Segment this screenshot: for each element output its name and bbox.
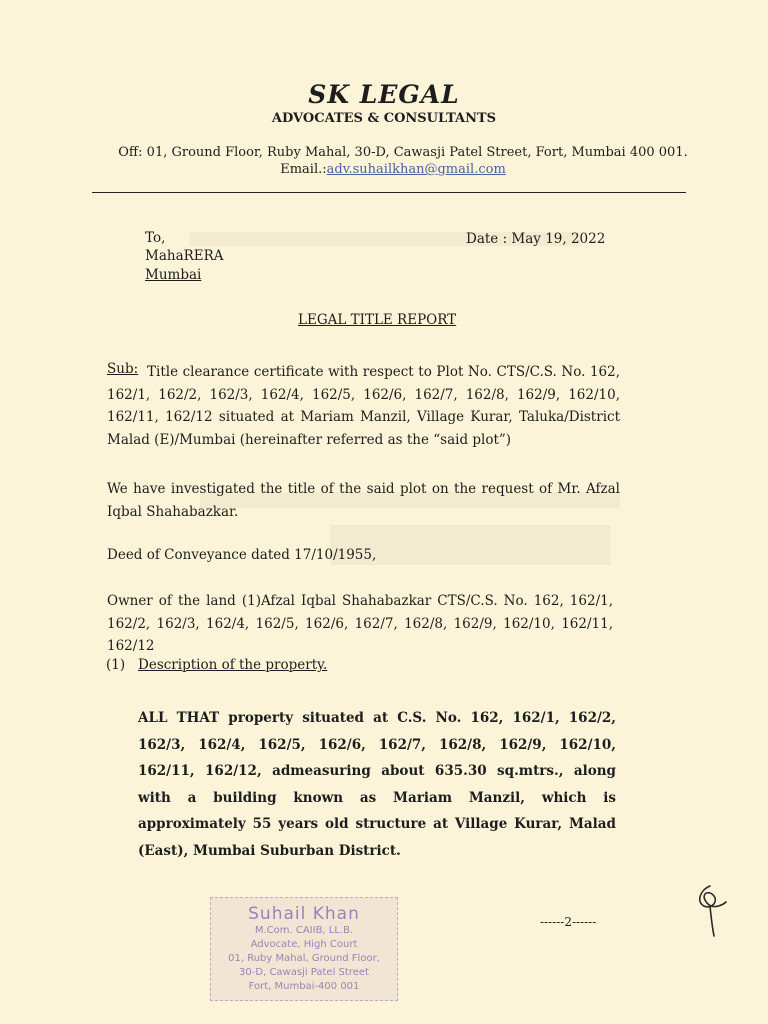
section-number: (1) <box>106 657 126 673</box>
firm-subtitle: ADVOCATES & CONSULTANTS <box>271 111 497 126</box>
stamp-line: M.Com. CAIIB, LL.B. <box>254 925 354 936</box>
firm-logo: SK LEGAL <box>308 80 460 109</box>
email-prefix: Email.: <box>280 162 327 177</box>
advocate-stamp <box>210 897 398 1001</box>
letter-date: Date : May 19, 2022 <box>466 231 606 247</box>
subject-label: Sub: <box>107 361 139 377</box>
property-description: ALL THAT property situated at C.S. No. 162, 162/1, 162/2, 162/3, 162/4, 162/5, 162/6, 162/7, 162/8, 162/9, 162/10, 162/11, 162/12, admeasuring about 635.30 sq.mtrs., along with a building known as Mariam Manzil, which is approximately 55 years old structure at Village Kurar, Malad (East), Mumbai Suburban District. <box>138 710 616 859</box>
section-heading: Description of the property. <box>138 657 328 673</box>
header-divider <box>92 192 686 193</box>
firm-email-line <box>0 162 768 177</box>
salutation-to: To, <box>145 230 166 246</box>
stamp-line: Fort, Mumbai-400 001 <box>248 981 360 992</box>
owner-paragraph: Owner of the land (1)Afzal Iqbal Shahabazkar CTS/C.S. No. 162, 162/1, 162/2, 162/3, 162/4, 162/5, 162/6, 162/7, 162/8, 162/9, 162/10, 162/11, 162/12 <box>107 593 613 654</box>
stamp-line: Advocate, High Court <box>250 939 358 950</box>
page-number: ------2------ <box>540 915 597 929</box>
stamp-line: 01, Ruby Mahal, Ground Floor, <box>228 953 380 964</box>
recipient-city: Mumbai <box>145 267 202 283</box>
firm-address: Off: 01, Ground Floor, Ruby Mahal, 30-D, Cawasji Patel Street, Fort, Mumbai 400 001. <box>118 145 688 160</box>
report-title: LEGAL TITLE REPORT <box>298 312 457 328</box>
handwritten-signature-icon <box>690 882 730 942</box>
deed-line: Deed of Conveyance dated 17/10/1955, <box>107 547 377 563</box>
investigation-paragraph: We have investigated the title of the said plot on the request of Mr. Afzal Iqbal Shahabazkar. <box>107 481 620 520</box>
stamp-line: Suhail Khan <box>248 904 360 924</box>
subject-text: Title clearance certificate with respect to Plot No. CTS/C.S. No. 162, 162/1, 162/2, 162/3, 162/4, 162/5, 162/6, 162/7, 162/8, 162/9, 162/10, 162/11, 162/12 situated at Mariam Manzil, Village Kurar, Taluka/District Malad (E)/Mumbai (hereinafter referred as the “said plot”) <box>107 364 620 448</box>
recipient-name: MahaRERA <box>145 248 224 264</box>
email-link[interactable]: adv.suhailkhan@gmail.com <box>326 162 506 177</box>
stamp-line: 30-D, Cawasji Patel Street <box>239 967 369 978</box>
